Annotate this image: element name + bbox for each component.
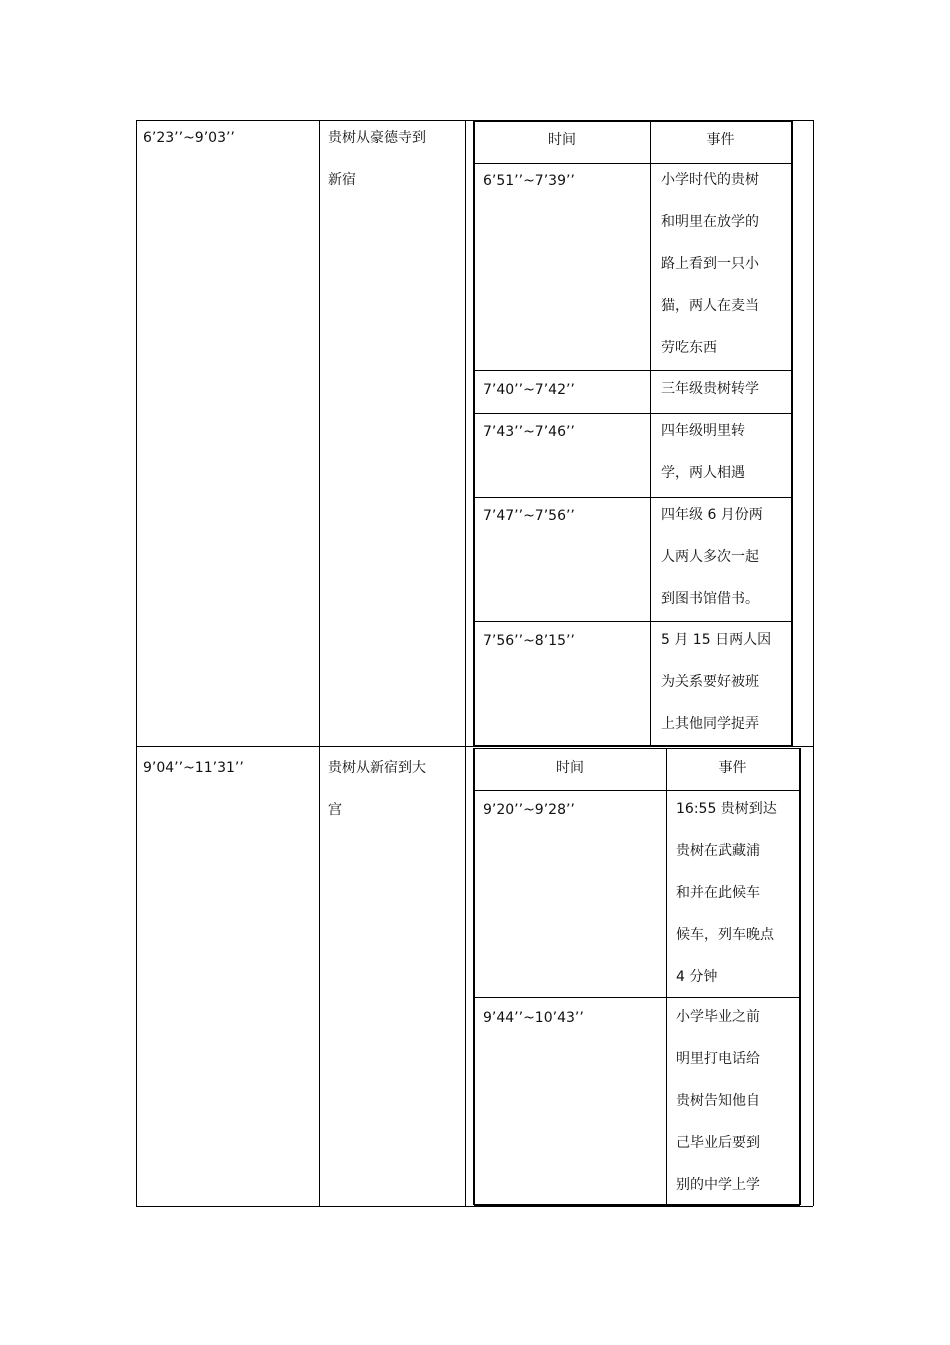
subtable-2-row-2-time: 9’44’’~10’43’’ bbox=[483, 1010, 584, 1026]
event-line: 别的中学上学 bbox=[676, 1177, 760, 1193]
event-line: 5 月 15 日两人因 bbox=[661, 632, 772, 648]
event-line: 四年级明里转 bbox=[661, 423, 745, 439]
subtable-1-header-time: 时间 bbox=[548, 132, 576, 148]
event-line: 小学时代的贵树 bbox=[661, 172, 759, 188]
event-line: 贵树告知他自 bbox=[676, 1093, 760, 1109]
subtable-2-row-1-time: 9’20’’~9’28’’ bbox=[483, 802, 575, 818]
event-line: 四年级 6 月份两 bbox=[661, 507, 763, 523]
subtable-2-row-2-event bbox=[676, 996, 760, 1206]
event-line: 贵树在武藏浦 bbox=[676, 843, 760, 859]
subtable-1-top bbox=[474, 121, 792, 122]
subtable-2-left bbox=[473, 748, 475, 1205]
outer-col-divider-2 bbox=[465, 120, 466, 1206]
event-line: 上其他同学捉弄 bbox=[661, 716, 759, 732]
row-1-description bbox=[328, 117, 426, 201]
event-line: 16:55 贵树到达 bbox=[676, 801, 777, 817]
subtable-1-header-event: 事件 bbox=[706, 132, 735, 148]
event-line: 三年级贵树转学 bbox=[661, 381, 759, 397]
subtable-1-row-4-event bbox=[661, 494, 763, 620]
subtable-1-left bbox=[473, 121, 475, 746]
event-line: 人两人多次一起 bbox=[661, 549, 759, 565]
row-1-description-line: 贵树从豪德寺到 bbox=[328, 130, 426, 146]
subtable-1-row-1-time: 6’51’’~7’39’’ bbox=[483, 173, 575, 189]
event-line: 小学毕业之前 bbox=[676, 1009, 760, 1025]
subtable-1-row-3-event bbox=[661, 410, 745, 494]
event-line: 明里打电话给 bbox=[676, 1051, 760, 1067]
subtable-2-header-time: 时间 bbox=[556, 760, 584, 776]
subtable-1-right bbox=[791, 121, 793, 746]
subtable-1-row-4-time: 7’47’’~7’56’’ bbox=[483, 508, 575, 524]
row-2-description bbox=[328, 747, 426, 831]
event-line: 劳吃东西 bbox=[661, 340, 717, 356]
event-line: 己毕业后要到 bbox=[676, 1135, 760, 1151]
subtable-1-row-5-time: 7’56’’~8’15’’ bbox=[483, 633, 575, 649]
event-line: 和并在此候车 bbox=[676, 885, 760, 901]
event-line: 为关系要好被班 bbox=[661, 674, 759, 690]
outer-bottom-border bbox=[136, 1206, 813, 1207]
event-line: 4 分钟 bbox=[676, 969, 718, 985]
event-line: 路上看到一只小 bbox=[661, 256, 759, 272]
subtable-1-row-2-time: 7’40’’~7’42’’ bbox=[483, 382, 575, 398]
event-line: 学，两人相遇 bbox=[661, 465, 745, 481]
row-1-time: 6’23’’~9’03’’ bbox=[143, 130, 235, 146]
outer-left-border bbox=[136, 120, 137, 1206]
event-line: 到图书馆借书。 bbox=[661, 591, 759, 607]
subtable-2-row-1-event bbox=[676, 788, 777, 998]
row-2-time: 9’04’’~11’31’’ bbox=[143, 760, 244, 776]
subtable-1-row-2-event bbox=[661, 368, 759, 410]
event-line: 候车，列车晚点 bbox=[676, 927, 774, 943]
row-1-description-line: 新宿 bbox=[328, 172, 356, 188]
subtable-2-right bbox=[799, 748, 801, 1205]
subtable-2-top bbox=[474, 748, 800, 749]
subtable-1-row-5-event bbox=[661, 619, 771, 745]
subtable-1-row-3-time: 7’43’’~7’46’’ bbox=[483, 424, 575, 440]
row-2-description-line: 宫 bbox=[328, 802, 342, 818]
event-line: 和明里在放学的 bbox=[661, 214, 759, 230]
subtable-1-row-1-event bbox=[661, 159, 759, 369]
subtable-1-bottom bbox=[474, 745, 792, 747]
subtable-1-col-divider bbox=[650, 121, 651, 746]
row-2-description-line: 贵树从新宿到大 bbox=[328, 760, 426, 776]
event-line: 猫，两人在麦当 bbox=[661, 298, 759, 314]
subtable-2-header-event: 事件 bbox=[718, 760, 747, 776]
outer-right-border bbox=[813, 120, 814, 1206]
subtable-2-col-divider bbox=[666, 748, 667, 1205]
outer-col-divider-1 bbox=[319, 120, 320, 1206]
